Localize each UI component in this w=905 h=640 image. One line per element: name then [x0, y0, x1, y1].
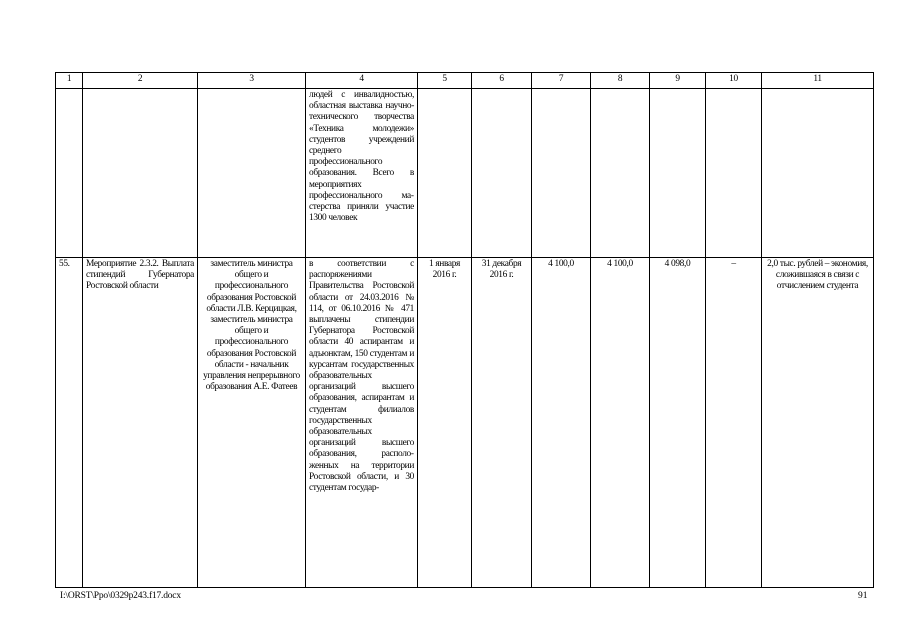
table-cell [472, 89, 532, 258]
report-table [55, 72, 874, 588]
result-cell: людей с инвалидностью, областная выставка научно-технического творчества «Техника молодежи» студентов учреждений среднего профессионального образования. Всего в мероприятиях профессионального мастерства приняли участие 1300 человек [306, 89, 418, 258]
responsible-cell: заместитель министра общего и профессионального образования Ростовской области Л.В. Керцицкая, заместитель министра общего и профессионального образования Ростовской области - начальник управления непрерывного образования А.Е. Фатеев [198, 258, 306, 588]
column-header: 9 [650, 73, 706, 89]
result-cell: в соответствии с распоряжениями Правительства Ростовской области от 24.03.2016 № 114, от 06.10.2016 № 471 выплачены стипендии Губернатора Ростовской области 40 аспирантам и адъюнктам, 150 студентам и курсантам государственных образовательных организаций высшего образования, аспирантам и студентам филиалов государственных образовательных организаций высшего образования, расположенных на территории Ростовской области, и 30 студентам государ- [306, 258, 418, 588]
row-number-cell: 55. [56, 258, 83, 588]
table-row-continuation [56, 89, 874, 258]
table-cell [591, 89, 650, 258]
table-row-55 [56, 258, 874, 588]
amount-cell: 4 098,0 [650, 258, 706, 588]
column-header: 7 [532, 73, 591, 89]
table-cell [56, 89, 83, 258]
table-cell [650, 89, 706, 258]
header-row [56, 73, 874, 89]
start-date-cell: 1 января 2016 г. [418, 258, 472, 588]
column-header: 1 [56, 73, 83, 89]
column-header: 10 [706, 73, 762, 89]
column-header: 3 [198, 73, 306, 89]
table-cell [418, 89, 472, 258]
amount-cell: 4 100,0 [532, 258, 591, 588]
column-header: 11 [762, 73, 874, 89]
footer-file-path: I:\ORST\Ppo\0329p243.f17.docx [60, 591, 181, 601]
page-number: 91 [858, 591, 868, 601]
column-header: 6 [472, 73, 532, 89]
column-header: 2 [83, 73, 198, 89]
amount-cell: 4 100,0 [591, 258, 650, 588]
table-cell [762, 89, 874, 258]
table-cell [198, 89, 306, 258]
note-cell: 2,0 тыс. рублей – экономия, сложившаяся в связи с отчислением студента [762, 258, 874, 588]
column-header: 8 [591, 73, 650, 89]
amount-cell: – [706, 258, 762, 588]
table-cell [532, 89, 591, 258]
table-cell [706, 89, 762, 258]
column-header: 4 [306, 73, 418, 89]
column-header: 5 [418, 73, 472, 89]
end-date-cell: 31 декабря 2016 г. [472, 258, 532, 588]
table-cell [83, 89, 198, 258]
event-cell: Мероприятие 2.3.2. Выплата стипендий Губернатора Ростовской области [83, 258, 198, 588]
